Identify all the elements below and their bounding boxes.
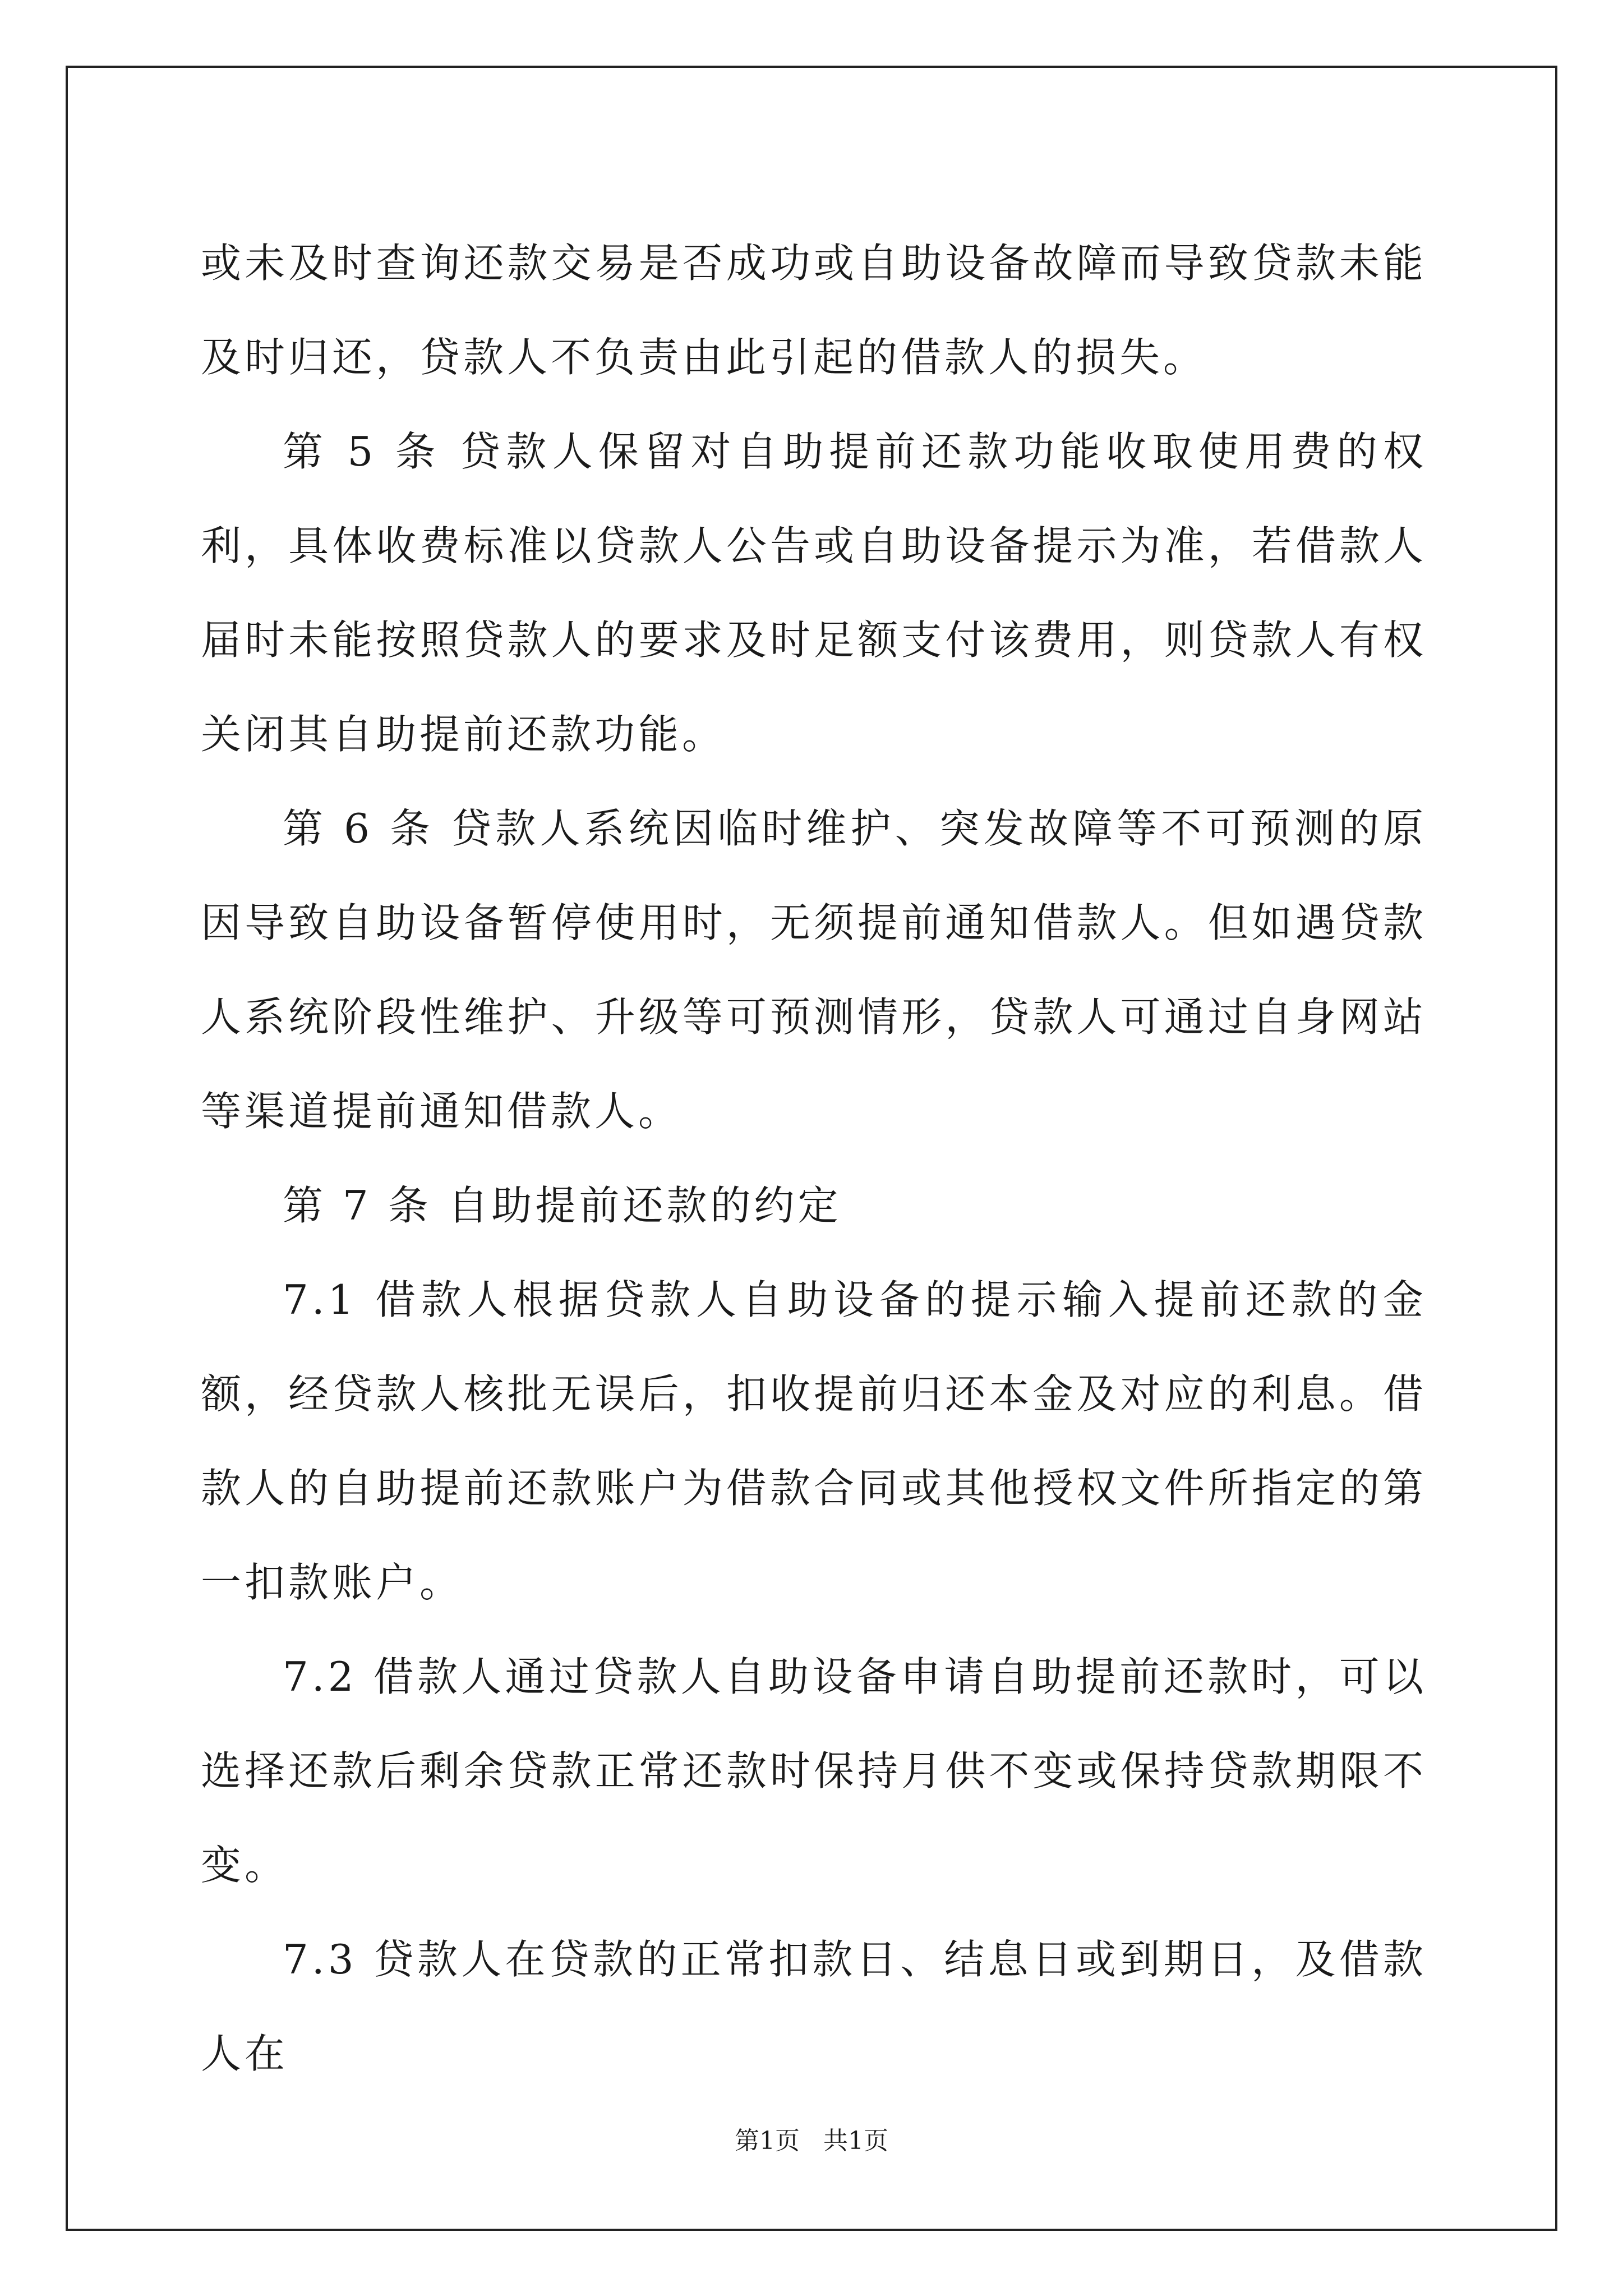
paragraph-article-7-heading: 第 7 条 自助提前还款的约定 xyxy=(283,1182,842,1229)
document-body xyxy=(201,216,1427,2101)
paragraph-article-5: 第 5 条 贷款人保留对自助提前还款功能收取使用费的权利，具体收费标准以贷款人公告或自助设备提示为准，若借款人届时未能按照贷款人的要求及时足额支付该费用，则贷款人有权关闭其自助提前还款功能。 xyxy=(201,428,1427,758)
paragraph-7-2: 7.2 借款人通过贷款人自助设备申请自助提前还款时，可以选择还款后剩余贷款正常还款时保持月供不变或保持贷款期限不变。 xyxy=(201,1653,1427,1889)
page-number-label: 第1页 共1页 xyxy=(735,2127,888,2155)
paragraph-7-1: 7.1 借款人根据贷款人自助设备的提示输入提前还款的金额，经贷款人核批无误后，扣收提前归还本金及对应的利息。借款人的自助提前还款账户为借款合同或其他授权文件所指定的第一扣款账户。 xyxy=(201,1276,1427,1606)
paragraph-1: 或未及时查询还款交易是否成功或自助设备故障而导致贷款未能及时归还，贷款人不负责由此引起的借款人的损失。 xyxy=(201,240,1427,381)
paragraph-article-6: 第 6 条 贷款人系统因临时维护、突发故障等不可预测的原因导致自助设备暂停使用时，无须提前通知借款人。但如遇贷款人系统阶段性维护、升级等可预测情形，贷款人可通过自身网站等渠道提前通知借款人。 xyxy=(201,805,1427,1135)
paragraph-7-3: 7.3 贷款人在贷款的正常扣款日、结息日或到期日，及借款人在 xyxy=(201,1936,1427,2077)
page-footer xyxy=(0,2124,1623,2158)
